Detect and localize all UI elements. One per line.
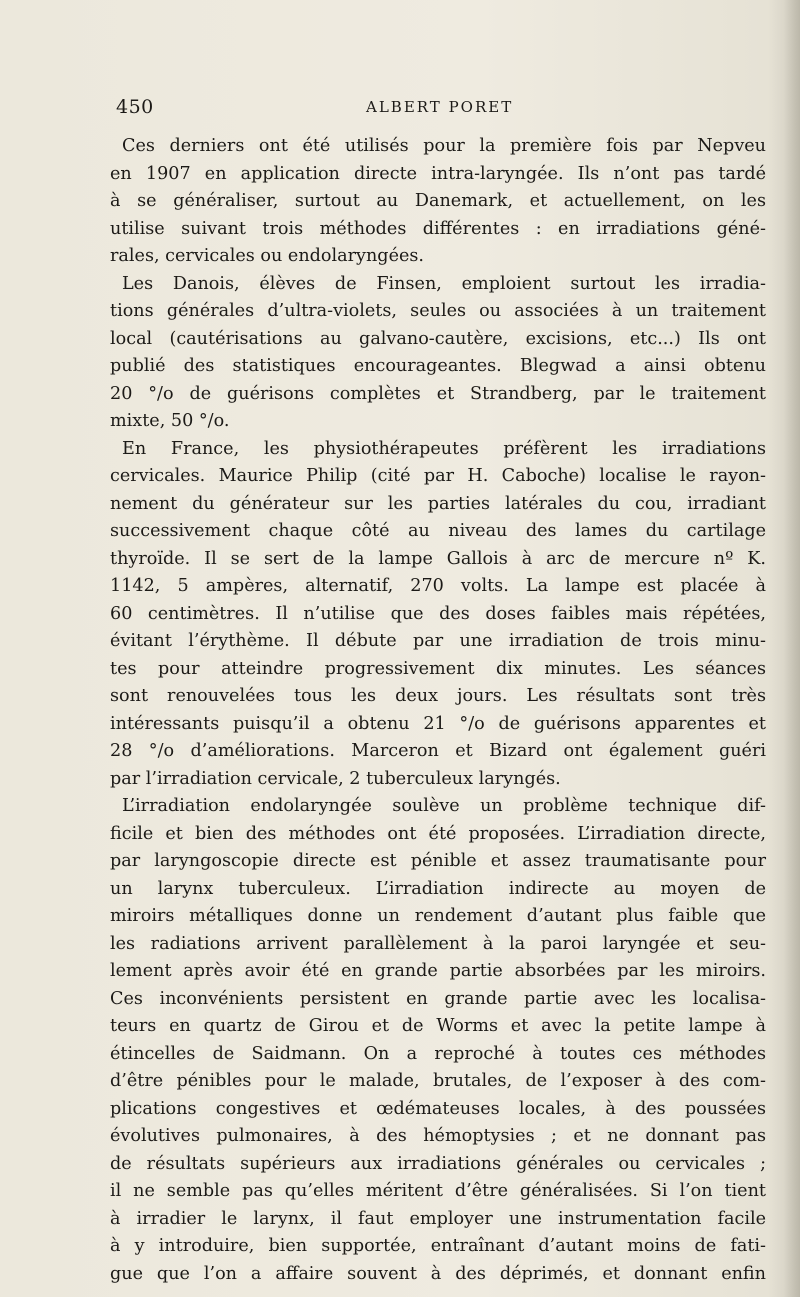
text-line: Ces derniers ont été utilisés pour la première fois par Nepveu xyxy=(122,136,766,156)
page-number: 450 xyxy=(116,96,154,118)
page-edge-shadow xyxy=(784,0,800,1297)
text-line: étincelles de Saidmann. On a reproché à toutes ces méthodes xyxy=(110,1043,766,1064)
text-line: 1142, 5 ampères, alternatif, 270 volts. La lampe est placée à xyxy=(110,576,766,596)
text-line: il ne semble pas qu’elles méritent d’être généralisées. Si l’on tient xyxy=(110,1181,766,1201)
running-head: ALBERT PORET xyxy=(366,98,514,116)
text-line: à y introduire, bien supportée, entraînant d’autant moins de fati- xyxy=(110,1236,766,1256)
text-line: L’irradiation endolaryngée soulève un problème technique dif- xyxy=(122,796,766,816)
text-line: un larynx tuberculeux. L’irradiation indirecte au moyen de xyxy=(110,878,766,899)
text-line: 20 °/o de guérisons complètes et Strandberg, par le traitement xyxy=(110,383,766,404)
text-line: de résultats supérieurs aux irradiations générales ou cervicales ; xyxy=(110,1153,766,1174)
text-line: tions générales d’ultra-violets, seules ou associées à un traitement xyxy=(110,301,766,321)
text-line: utilise suivant trois méthodes différentes : en irradiations géné- xyxy=(110,218,766,239)
text-line: ficile et bien des méthodes ont été proposées. L’irradiation directe, xyxy=(110,823,766,844)
page-header xyxy=(116,96,756,126)
text-line: plications congestives et œdémateuses locales, à des poussées xyxy=(110,1098,766,1119)
text-line: lement après avoir été en grande partie absorbées par les miroirs. xyxy=(110,961,766,981)
text-line: cervicales. Maurice Philip (cité par H. Caboche) localise le rayon- xyxy=(110,466,766,486)
text-line: miroirs métalliques donne un rendement d’autant plus faible que xyxy=(110,906,766,926)
text-line: nement du générateur sur les parties latérales du cou, irradiant xyxy=(110,493,766,514)
text-line: d’être pénibles pour le malade, brutales, de l’exposer à des com- xyxy=(110,1071,766,1091)
text-line: local (cautérisations au galvano-cautère, excisions, etc...) Ils ont xyxy=(110,328,766,349)
text-line: à irradier le larynx, il faut employer une instrumentation facile xyxy=(110,1208,766,1229)
text-line: par l’irradiation cervicale, 2 tuberculeux laryngés. xyxy=(110,768,561,789)
text-line: rales, cervicales ou endolaryngées. xyxy=(110,246,425,266)
text-line: En France, les physiothérapeutes préfèrent les irradiations xyxy=(122,438,766,459)
text-line: gue que l’on a affaire souvent à des déprimés, et donnant enfin xyxy=(110,1263,766,1284)
text-line: mixte, 50 °/o. xyxy=(110,411,230,431)
text-line: à se généraliser, surtout au Danemark, et actuellement, on les xyxy=(110,191,766,211)
text-line: 60 centimètres. Il n’utilise que des doses faibles mais répétées, xyxy=(110,603,766,624)
text-line: évitant l’érythème. Il débute par une irradiation de trois minu- xyxy=(110,631,766,651)
text-line: évolutives pulmonaires, à des hémoptysies ; et ne donnant pas xyxy=(110,1126,766,1146)
body-text xyxy=(110,133,766,1288)
text-line: tes pour atteindre progressivement dix minutes. Les séances xyxy=(110,658,766,679)
text-line: les radiations arrivent parallèlement à la paroi laryngée et seu- xyxy=(110,933,766,954)
text-line: Les Danois, élèves de Finsen, emploient surtout les irradia- xyxy=(122,273,766,294)
text-line: thyroïde. Il se sert de la lampe Gallois à arc de mercure nº K. xyxy=(110,548,766,569)
text-line: Ces inconvénients persistent en grande partie avec les localisa- xyxy=(110,988,766,1009)
text-line: intéressants puisqu’il a obtenu 21 °/o de guérisons apparentes et xyxy=(110,713,766,734)
text-line: 28 °/o d’améliorations. Marceron et Bizard ont également guéri xyxy=(110,741,766,761)
text-line: sont renouvelées tous les deux jours. Les résultats sont très xyxy=(110,686,766,706)
text-line: publié des statistiques encourageantes. Blegwad a ainsi obtenu xyxy=(110,356,766,376)
text-line: par laryngoscopie directe est pénible et assez traumatisante pour xyxy=(110,851,766,871)
text-line: en 1907 en application directe intra-laryngée. Ils n’ont pas tardé xyxy=(110,163,766,184)
text-line: successivement chaque côté au niveau des lames du cartilage xyxy=(110,521,766,541)
text-line: teurs en quartz de Girou et de Worms et avec la petite lampe à xyxy=(110,1016,766,1036)
